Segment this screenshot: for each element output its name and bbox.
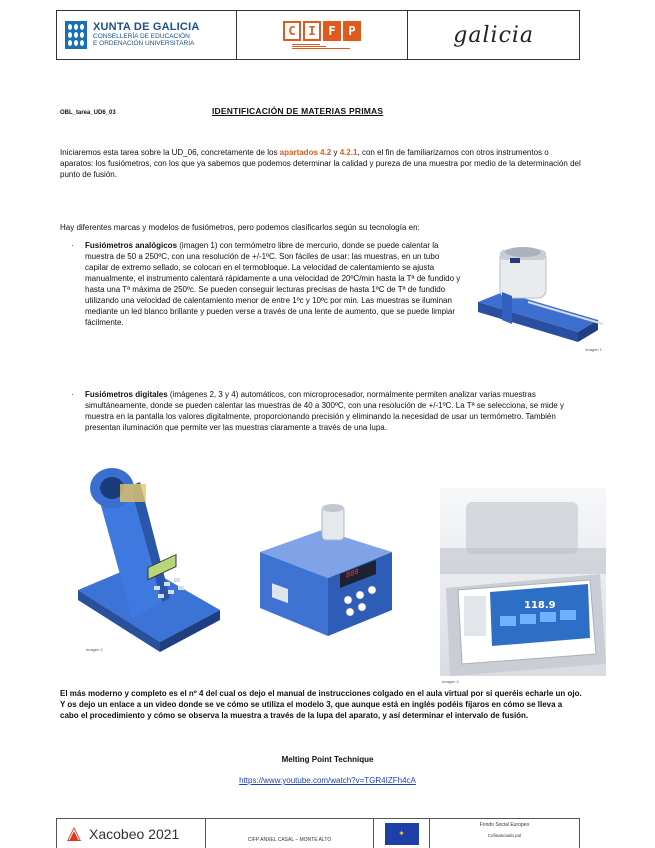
cifp-letter-c: C bbox=[283, 21, 301, 41]
image-2-digital-meter bbox=[70, 462, 222, 652]
bullet-analog-title: Fusiómetros analógicos bbox=[85, 241, 178, 250]
image-4-modern-meter bbox=[440, 488, 606, 684]
cifp-letter-i: I bbox=[303, 21, 321, 41]
footer-banner bbox=[56, 818, 580, 848]
intro-highlight-1: apartados 4.2 bbox=[279, 148, 332, 157]
xacobeo-cell bbox=[56, 818, 206, 848]
eu-flag-cell bbox=[374, 818, 430, 848]
document-code: OBL_tarea_UD6_03 bbox=[60, 110, 116, 116]
bullet-digital-title: Fusiómetros digitales bbox=[85, 390, 168, 399]
xunta-subtitle-1: CONSELLERÍA DE EDUCACIÓN bbox=[93, 32, 190, 40]
svg-text:118.9: 118.9 bbox=[524, 600, 556, 611]
fse-cell bbox=[430, 818, 580, 848]
cifp-letter-f: F bbox=[323, 21, 341, 41]
bullet-digital-text: (imágenes 2, 3 y 4) automáticos, con microprocesador, normalmente permiten analizar varias muestras simultáneamente, donde se pueden calentar las muestras de 40 a 300ºC, con una resolución de +/-1ºC. La Tª se selecciona, se mide y muestra en la pantalla los valores digitalmente, proporcionando precisión y eliminando la necesidad de usar un termómetro. También presentan iluminación que permite ver las muestras claramente a través de una lupa. bbox=[85, 390, 564, 432]
cifp-tagline-lines bbox=[292, 43, 352, 50]
image-4-caption: Imagen 4 bbox=[442, 679, 459, 684]
header-banner bbox=[56, 10, 580, 60]
cifp-logo bbox=[283, 21, 361, 41]
cifp-logo-cell bbox=[237, 11, 409, 59]
center-name: CIFP ANXEL CASAL – MONTE ALTO bbox=[247, 836, 332, 843]
galicia-logo: galicia bbox=[453, 22, 535, 48]
image-1-analog-meter bbox=[468, 232, 608, 352]
intro-text-mid: y bbox=[331, 148, 340, 157]
xunta-subtitle-2: E ORDENACIÓN UNIVERSITARIA bbox=[93, 39, 195, 47]
intro-text-pre: Iniciaremos esta tarea sobre la UD_06, concretamente de los bbox=[60, 148, 280, 157]
bullet-mark: · bbox=[71, 390, 74, 399]
xacobeo-text: Xacobeo 2021 bbox=[89, 825, 180, 842]
video-link[interactable]: https://www.youtube.com/watch?v=TGR4IZFh4cA bbox=[239, 776, 416, 785]
bullet-mark: · bbox=[71, 241, 74, 250]
document-title: IDENTIFICACIÓN DE MATERIAS PRIMAS bbox=[212, 106, 384, 116]
bullet-digital bbox=[71, 389, 582, 433]
image-3-digital-meter bbox=[252, 500, 404, 640]
classification-paragraph: Hay diferentes marcas y modelos de fusiómetros, pero podemos clasificarlos según su tecnología en: bbox=[60, 223, 420, 232]
image-2-caption: Imagen 2 bbox=[86, 647, 103, 652]
fse-cofinanced: Cofinanciado pol bbox=[487, 833, 522, 838]
cifp-letter-p: P bbox=[343, 21, 361, 41]
xunta-emblem-icon bbox=[65, 21, 87, 49]
video-title: Melting Point Technique bbox=[281, 755, 374, 764]
bullet-analog bbox=[71, 240, 461, 328]
image-1-caption: Imagen 1 bbox=[585, 347, 602, 352]
galicia-logo-cell bbox=[408, 11, 579, 59]
intro-paragraph bbox=[60, 147, 582, 180]
eu-flag-icon: ✦ bbox=[385, 823, 419, 845]
center-name-cell bbox=[206, 818, 374, 848]
xunta-title: XUNTA DE GALICIA bbox=[93, 21, 200, 34]
xunta-logo-cell bbox=[57, 11, 237, 59]
xacobeo-shell-icon bbox=[65, 825, 83, 843]
fse-label: Fondo Social Europeo bbox=[479, 822, 530, 828]
closing-paragraph: El más moderno y completo es el nº 4 del cual os dejo el manual de instrucciones colgado en el aula virtual por si queréis echarle un ojo. Y os dejo un enlace a un video donde se ve cómo se utiliza el modelo 3, que aunque está en inglés podéis fijaros en cómo se lleva a cabo el procedimiento y cómo se observa la muestra a través de la lupa del aparato, y así determinar el intervalo de fusión. bbox=[60, 689, 582, 720]
svg-text:888: 888 bbox=[346, 566, 359, 580]
bullet-analog-text: (imagen 1) con termómetro libre de mercurio, donde se puede calentar la muestra de 50 a 250ºC, con una resolución de +/-1ºC. Son fáciles de usar: las muestras, en un tubo capilar de extremo sellado, se colocan en el termobloque. La velocidad de calentamiento se ajusta manualmente, el instrumento calentará rápidamente a una velocidad de 20ºC/min hasta la Tª de fundido y hasta una Tª máxima de 250ºc. Se pueden conseguir lecturas precisas de hasta 1ºC de Tª de fundido utilizando una velocidad de calentamiento menor de entre 1ºc y 10ºc por min. Las muestras se iluminan mediante un led blanco brillante y pueden verse a través de una lente de aumento, que se puede limpiar fácilmente. bbox=[85, 241, 461, 327]
intro-text-post: , con el fin de familiarizarnos con otros instrumentos o aparatos: los fusiómetros, con los que ya sabemos que podemos determinar la calidad y pureza de una muestra por medio de la determinación del punto de fusión. bbox=[60, 148, 581, 179]
intro-highlight-2: 4.2.1 bbox=[339, 148, 358, 157]
